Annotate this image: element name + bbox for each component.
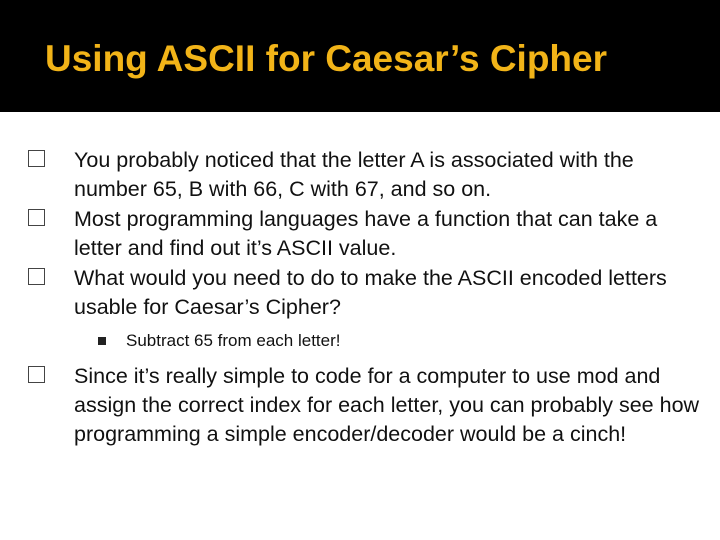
square-bullet-icon — [98, 337, 106, 345]
bullet-item — [28, 146, 708, 204]
bullet-box-icon — [28, 150, 45, 167]
bullet-item — [28, 264, 708, 322]
bullet-text: Most programming languages have a function that can take a letter and find out it’s ASCII value. — [74, 207, 658, 260]
bullet-box-icon — [28, 268, 45, 285]
bullet-item — [28, 362, 708, 449]
bullet-item — [28, 205, 708, 263]
slide-title: Using ASCII for Caesar’s Cipher — [45, 38, 607, 79]
bullet-text: You probably noticed that the letter A is associated with the number 65, B with 66, C with 67, and so on. — [74, 148, 634, 201]
sub-bullet-item — [98, 330, 708, 352]
bullet-box-icon — [28, 366, 45, 383]
bullet-text: Since it’s really simple to code for a computer to use mod and assign the correct index for each letter, you can probably see how programming a simple encoder/decoder would be a cinch! — [74, 364, 700, 446]
slide-content — [28, 146, 708, 450]
bullet-text: What would you need to do to make the ASCII encoded letters usable for Caesar’s Cipher? — [74, 266, 667, 319]
title-bar — [0, 0, 720, 112]
bullet-box-icon — [28, 209, 45, 226]
sub-bullet-text: Subtract 65 from each letter! — [126, 331, 341, 350]
